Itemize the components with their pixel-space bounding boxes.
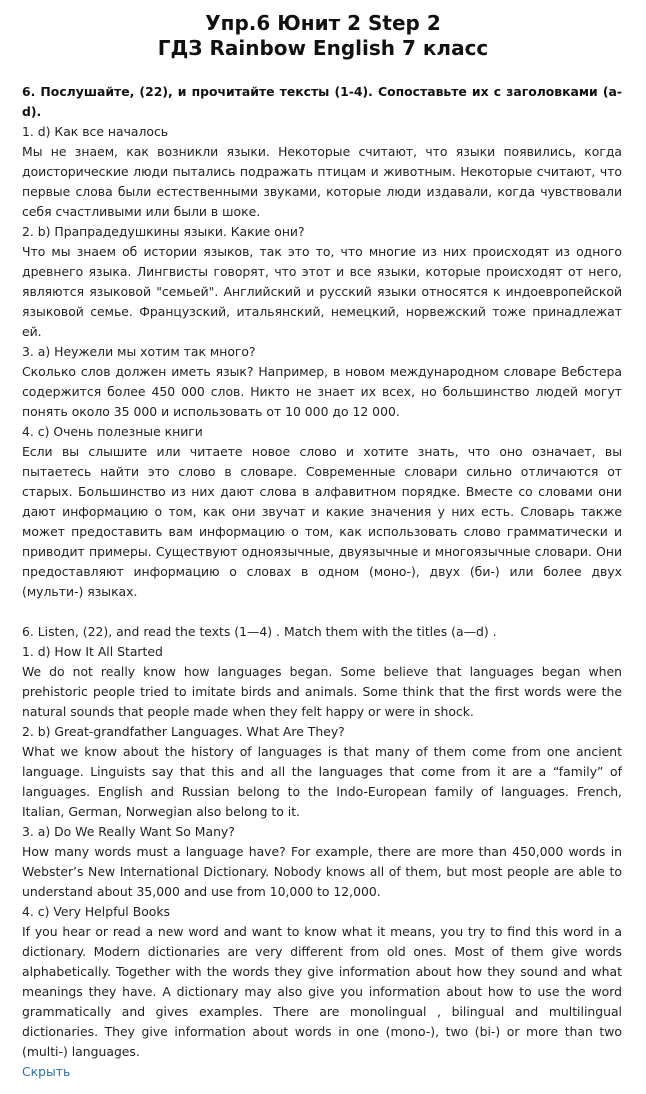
section-heading-ru-3: 3. a) Неужели мы хотим так много? [22,344,256,359]
section-heading-en-3: 3. a) Do We Really Want So Many? [22,824,235,839]
section-heading-ru-2: 2. b) Прапрадедушкины языки. Какие они? [22,224,305,239]
task-english: 6. Listen, (22), and read the texts (1—4) . Match them with the titles (a—d) . [22,624,497,639]
hide-link[interactable]: Скрыть [22,1064,71,1079]
section-heading-en-4: 4. c) Very Helpful Books [22,904,170,919]
page-subtitle: ГДЗ Rainbow English 7 класс [157,36,489,60]
section-heading-en-1: 1. d) How It All Started [22,644,163,659]
page-title: Упр.6 Юнит 2 Step 2 [205,11,441,35]
section-text-en-2: What we know about the history of languages is that many of them come from one ancient language. Linguists say that this and all the languages that come from it are a “family” of languages. English and Russian belong to the Indo-European family of languages. French, Italian, German, Norwegian also belong to it. [22,744,622,819]
section-heading-ru-4: 4. c) Очень полезные книги [22,424,203,439]
task-russian: 6. Послушайте, (22), и прочитайте тексты (1-4). Сопоставьте их с заголовками (a-d). [22,84,622,119]
section-text-ru-3: Сколько слов должен иметь язык? Например, в новом международном словаре Вебстера содержится более 450 000 слов. Никто не знает их всех, но большинство людей могут понять около 35 000 и использовать от 10 000 до 12 000. [22,364,622,419]
section-heading-ru-1: 1. d) Как все началось [22,124,169,139]
section-text-en-1: We do not really know how languages began. Some believe that languages began when prehistoric people tried to imitate birds and animals. Some think that the first words were the natural sounds that people made when they felt happy or were in shock. [22,664,622,719]
section-text-en-4: If you hear or read a new word and want to know what it means, you try to find this word in a dictionary. Modern dictionaries are very different from old ones. Most of them give words alphabetically. Together with the words they give information about how they sound and what meanings they have. A dictionary may also give you information about how to use the word grammatically and gives examples. There are monolingual , bilingual and multilingual dictionaries. They give information about words in one (mono-), two (bi-) or more than two (multi-) languages. [22,924,622,1059]
answer-content [22,82,622,1082]
section-text-ru-2: Что мы знаем об истории языков, так это то, что многие из них происходят из одного древнего языка. Лингвисты говорят, что этот и все языки, которые происходят от него, являются языковой "семьей". Английский и русский языки относятся к индоевропейской языковой семье. Французский, итальянский, немецкий, норвежский тоже принадлежат ей. [22,244,622,339]
section-text-ru-1: Мы не знаем, как возникли языки. Некоторые считают, что языки появились, когда доисторические люди пытались подражать птицам и животным. Некоторые считают, что первые слова были естественными звуками, которые люди издавали, когда чувствовали себя счастливыми или были в шоке. [22,144,622,219]
section-text-ru-4: Если вы слышите или читаете новое слово и хотите знать, что оно означает, вы пытаетесь найти это слово в словаре. Современные словари сильно отличаются от старых. Большинство из них дают слова в алфавитном порядке. Вместе со словами они дают информацию о том, как они звучат и какие значения у них есть. Словарь также может предоставить вам информацию о том, как использовать слово грамматически и приводит примеры. Существуют одноязычные, двуязычные и многоязычные словари. Они предоставляют информацию о словах в одном (моно-), двух (би-) или более двух (мульти-) языках. [22,444,622,599]
section-text-en-3: How many words must a language have? For example, there are more than 450,000 words in Webster’s New International Dictionary. Nobody knows all of them, but most people are able to understand about 35,000 and use from 10,000 to 12,000. [22,844,622,899]
spacer [22,602,622,622]
section-heading-en-2: 2. b) Great-grandfather Languages. What Are They? [22,724,345,739]
